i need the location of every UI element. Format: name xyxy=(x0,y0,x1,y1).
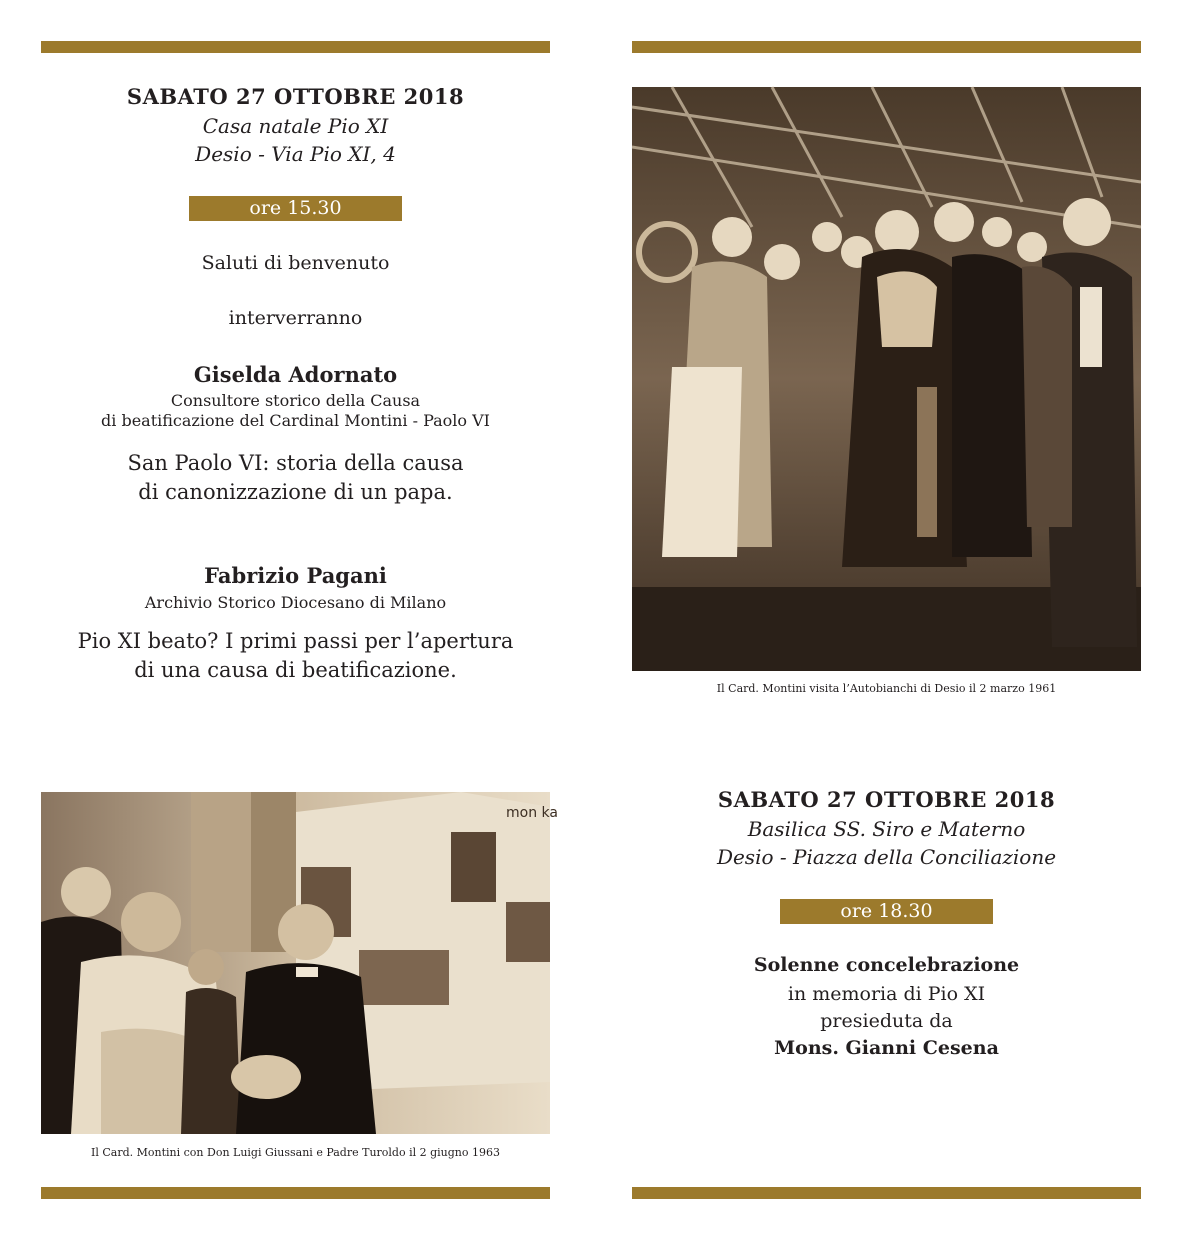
top-left-rule xyxy=(41,41,550,53)
speaker2-role-line1: Archivio Storico Diocesano di Milano xyxy=(144,593,447,612)
exhibit-sign: mon ka xyxy=(506,805,558,821)
event1-time-badge: ore 15.30 xyxy=(189,196,402,221)
photo-montini-autobianchi xyxy=(632,87,1141,671)
speaker1-name: Giselda Adornato xyxy=(193,362,398,387)
speaker1-role-line1: Consultore storico della Causa xyxy=(170,391,421,410)
speaker1-talk-line2: di canonizzazione di un papa. xyxy=(138,480,453,504)
photo-montini-giussani-turoldo xyxy=(41,792,558,1134)
event2-time-badge: ore 18.30 xyxy=(780,899,993,924)
event2-line4: Mons. Gianni Cesena xyxy=(774,1037,999,1059)
event1-greeting: Saluti di benvenuto xyxy=(201,252,390,274)
speaker2-talk-line2: di una causa di beatificazione. xyxy=(134,658,457,682)
event2-date: SABATO 27 OTTOBRE 2018 xyxy=(717,787,1056,812)
event2-address: Desio - Piazza della Conciliazione xyxy=(716,845,1057,869)
bottom-left-rule xyxy=(41,1187,550,1199)
photo-giussani-image xyxy=(41,792,558,1134)
speaker2-talk-line1: Pio XI beato? I primi passi per l’apertura xyxy=(77,629,514,653)
event2-line2: in memoria di Pio XI xyxy=(787,983,986,1005)
photo2-caption: Il Card. Montini con Don Luigi Giussani e Padre Turoldo il 2 giugno 1963 xyxy=(91,1146,500,1159)
speaker1-talk-line1: San Paolo VI: storia della causa xyxy=(127,451,464,475)
event2-line1: Solenne concelebrazione xyxy=(753,954,1020,976)
event1-address: Desio - Via Pio XI, 4 xyxy=(195,142,396,166)
bottom-right-rule xyxy=(632,1187,1141,1199)
speaker1-role-line2: di beatificazione del Cardinal Montini - Paolo VI xyxy=(101,411,490,430)
photo1-caption: Il Card. Montini visita l’Autobianchi di Desio il 2 marzo 1961 xyxy=(716,682,1057,695)
speaker2-name: Fabrizio Pagani xyxy=(204,563,387,588)
event1-place: Casa natale Pio XI xyxy=(202,114,389,138)
event1-date: SABATO 27 OTTOBRE 2018 xyxy=(126,84,465,109)
photo-autobianchi-image xyxy=(632,87,1141,671)
event1-speakers-intro: interverranno xyxy=(228,307,363,329)
event2-line3: presieduta da xyxy=(820,1010,953,1032)
event2-place: Basilica SS. Siro e Materno xyxy=(747,817,1026,841)
top-right-rule xyxy=(632,41,1141,53)
